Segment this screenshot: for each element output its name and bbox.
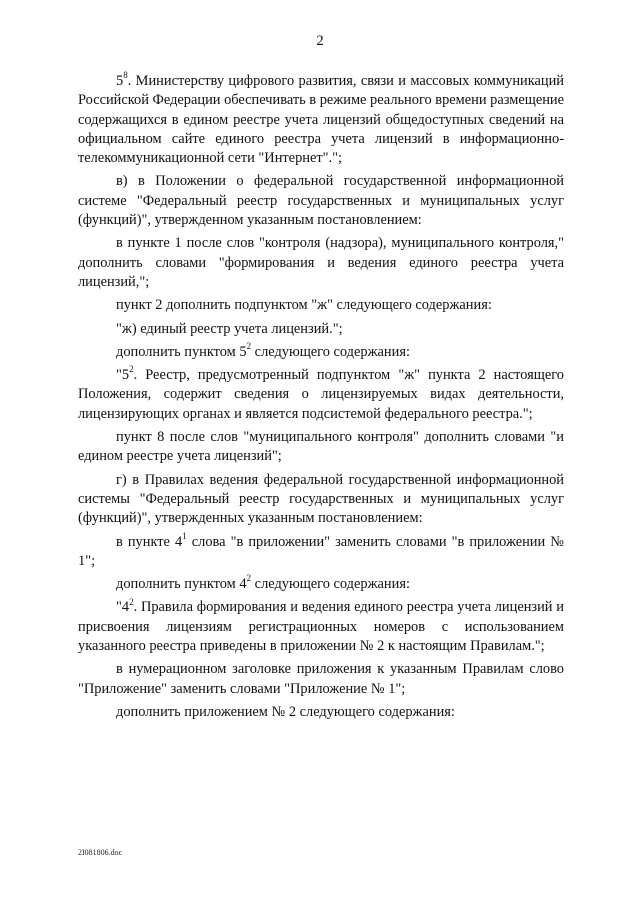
paragraph-add-4-2: дополнить пунктом $4^2$ следующего содержания: <box>116 573 410 593</box>
paragraph-item-5-8: $5^8$. Министерству цифрового развития, связи и массовых коммуникаций Российской Федерации обеспечивать в режиме реального времени размещение содержащихся в едином реестре учета лицензий общедоступных сведений на официальном сайте единого реестра учета лицензий в информационно-телекоммуникационной сети "Интернет"."; <box>78 70 564 167</box>
paragraph-text-4-2: "$4^2$. Правила формирования и ведения единого реестра учета лицензий и присвоения лицензиям регистрационных номеров с использованием указанного реестра приведены в приложении № 2 к настоящим Правилам."; <box>78 596 564 655</box>
paragraph-point-8: пункт 8 после слов "муниципального контроля" дополнить словами "и едином реестре учета лицензий"; <box>78 429 564 465</box>
paragraph-point-2: пункт 2 дополнить подпунктом "ж" следующего содержания: <box>116 297 492 314</box>
paragraph-point-4-1: в пункте $4^1$ слова "в приложении" заменить словами "в приложении № 1"; <box>78 530 564 569</box>
paragraph-point-1: в пункте 1 после слов "контроля (надзора), муниципального контроля," дополнить словами "формирования и ведения единого реестра учета лицензий,"; <box>78 235 564 290</box>
paragraph-add-5-2: дополнить пунктом $5^2$ следующего содержания: <box>116 341 410 360</box>
paragraph-add-appendix-2: дополнить приложением № 2 следующего содержания: <box>116 703 455 720</box>
paragraph-text-5-2: "$5^2$. Реестр, предусмотренный подпунктом "ж" пункта 2 настоящего Положения, содержит сведения о лицензируемых видах деятельности, лицензирующих органах и является подсистемой федерального реестра."; <box>78 364 564 422</box>
page-number: 2 <box>316 33 324 49</box>
paragraph-subitem-g: г) в Правилах ведения федеральной государственной информационной системы "Федеральный реестр государственных и муниципальных услуг (функций)", утвержденных указанным постановлением: <box>78 471 564 527</box>
paragraph-heading-change: в нумерационном заголовке приложения к указанным Правилам слово "Приложение" заменить словами "Приложение № 1"; <box>78 661 564 697</box>
footer-filename: 2I081806.doc <box>78 848 123 857</box>
document-body <box>78 72 564 722</box>
paragraph-subitem-v: в) в Положении о федеральной государственной информационной системе "Федеральный реестр государственных и муниципальных услуг (функций)", утвержденном указанным постановлением: <box>78 173 564 229</box>
paragraph-subpoint-zh: "ж) единый реестр учета лицензий."; <box>116 320 343 337</box>
